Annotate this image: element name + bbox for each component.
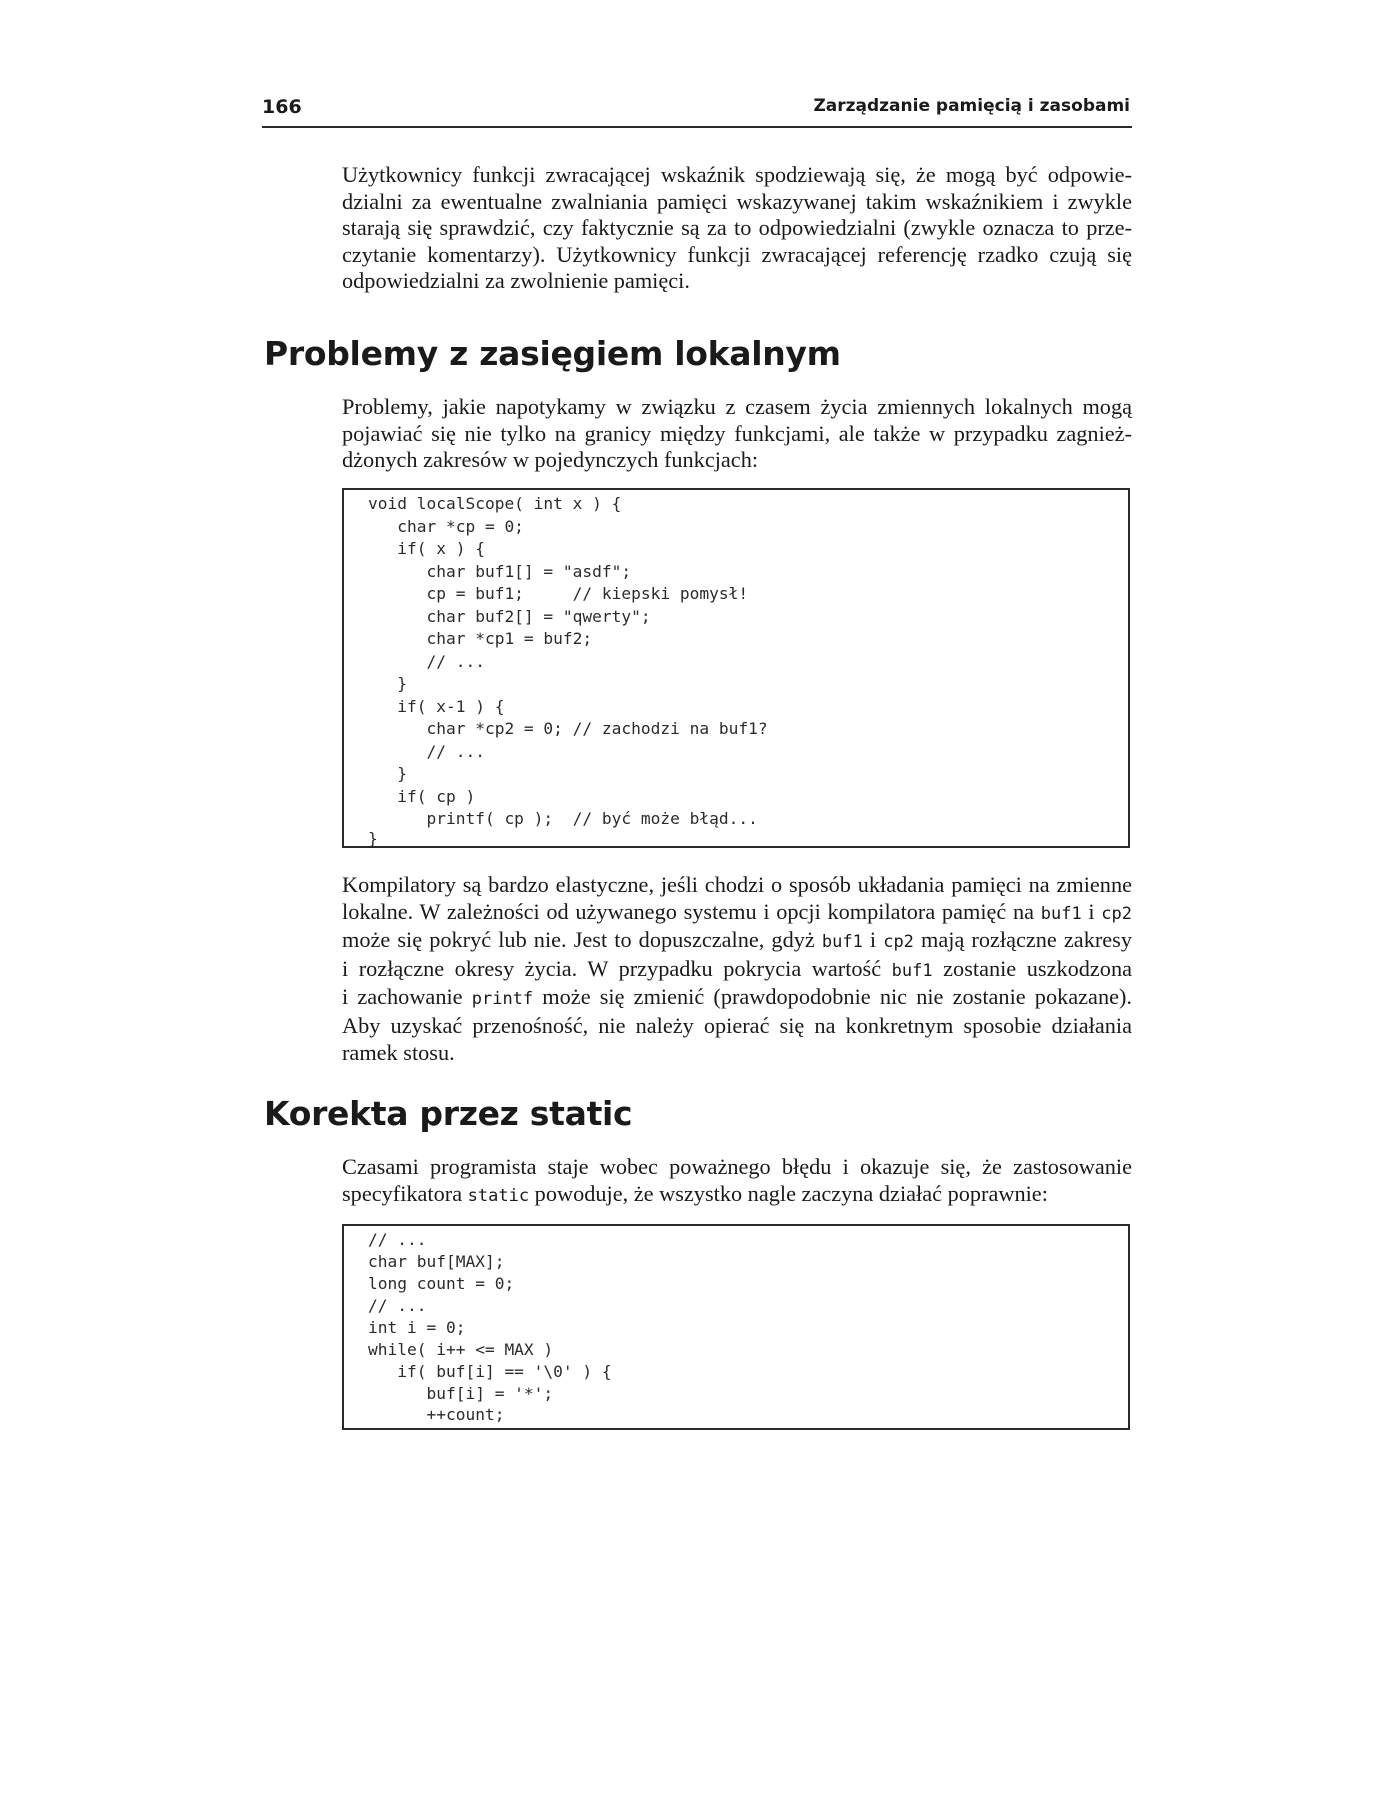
text-line: lokalne. W zależności od używanego systemu i opcji kompilatora pamięć na buf1 i cp2: [342, 898, 1132, 924]
text-line: starają się sprawdzić, czy faktycznie są za to odpowiedzialni (zwykle oznacza to prze-: [342, 215, 1132, 241]
code-line: int i = 0;: [368, 1318, 466, 1337]
text-line: Problemy, jakie napotykamy w związku z czasem życia zmiennych lokalnych mogą: [342, 394, 1132, 419]
code-line: cp = buf1; // kiepski pomysł!: [368, 584, 749, 603]
text-line: i rozłączne okresy życia. W przypadku pokrycia wartość buf1 zostanie uszkodzona: [342, 955, 1132, 981]
text-line: Aby uzyskać przenośność, nie należy opierać się na konkretnym sposobie działania: [342, 1012, 1132, 1038]
inline-code: static: [467, 1185, 530, 1206]
text-line: ramek stosu.: [342, 1039, 455, 1065]
compilers-paragraph: [342, 872, 1132, 1066]
code-line: while( i++ <= MAX ): [368, 1340, 554, 1359]
local-scope-paragraph: [342, 394, 1132, 474]
running-title: Zarządzanie pamięcią i zasobami: [813, 96, 1130, 116]
text-line: pojawiać się nie tylko na granicy między funkcjami, ale także w przypadku zagnież-: [342, 420, 1132, 446]
code-line: void localScope( int x ) {: [368, 494, 622, 513]
inline-code: buf1: [1040, 903, 1082, 924]
text-line: dżonych zakresów w pojedynczych funkcjach:: [342, 447, 759, 473]
code-line: char *cp1 = buf2;: [368, 629, 593, 648]
code-line: // ...: [368, 1296, 427, 1315]
inline-code: buf1: [891, 960, 933, 981]
code-line: char buf1[] = "asdf";: [368, 561, 632, 581]
code-line: long count = 0;: [368, 1274, 515, 1293]
section-heading-static: Korekta przez static: [264, 1094, 633, 1133]
intro-paragraph: [342, 162, 1132, 295]
text-line: odpowiedzialni za zwolnienie pamięci.: [342, 268, 690, 294]
text-line: dzialni za ewentualne zwalniania pamięci wskazywanej takim wskaźnikiem i zwykle: [342, 188, 1132, 214]
code-line: }: [368, 829, 378, 848]
code-line: if( x-1 ) {: [368, 696, 505, 716]
static-paragraph: [342, 1154, 1132, 1209]
code-line: if( x ) {: [368, 539, 485, 558]
code-line: }: [368, 674, 407, 693]
text-line: czytanie komentarzy). Użytkownicy funkcji zwracającej referencję rzadko czują się: [342, 241, 1132, 267]
text-line: może się pokryć lub nie. Jest to dopuszczalne, gdyż buf1 i cp2 mają rozłączne zakresy: [342, 927, 1133, 953]
code-line: char buf2[] = "qwerty";: [368, 606, 651, 626]
code-line: char buf[MAX];: [368, 1252, 505, 1271]
inline-code: printf: [471, 989, 534, 1010]
text-line: Kompilatory są bardzo elastyczne, jeśli chodzi o sposób układania pamięci na zmienne: [342, 872, 1132, 897]
code-line: }: [368, 764, 407, 783]
text-line: i zachowanie printf może się zmienić (prawdopodobnie nic nie zostanie pokazane).: [342, 984, 1132, 1010]
code-line: char *cp2 = 0; // zachodzi na buf1?: [368, 719, 768, 738]
text-line: Czasami programista staje wobec poważnego błędu i okazuje się, że zastosowanie: [342, 1154, 1132, 1179]
section-heading-local-scope: Problemy z zasięgiem lokalnym: [264, 334, 841, 373]
code-line: // ...: [368, 1230, 427, 1249]
inline-code: cp2: [883, 932, 914, 953]
code-line: ++count;: [368, 1405, 505, 1424]
page-number: 166: [262, 96, 302, 118]
code-line: char *cp = 0;: [368, 516, 524, 536]
code-listing-static: [342, 1224, 1130, 1430]
inline-code: cp2: [1101, 903, 1132, 924]
code-line: printf( cp ); // być może błąd...: [368, 809, 758, 828]
text-line: Użytkownicy funkcji zwracającej wskaźnik spodziewają się, że mogą być odpowie-: [342, 162, 1132, 187]
code-line: // ...: [368, 741, 485, 761]
text-line: specyfikatora static powoduje, że wszystko nagle zaczyna działać poprawnie:: [342, 1180, 1048, 1206]
code-line: buf[i] = '*';: [368, 1384, 554, 1403]
inline-code: buf1: [821, 932, 863, 953]
code-line: // ...: [368, 651, 485, 671]
code-line: if( cp ): [368, 786, 476, 806]
code-listing-local-scope: [342, 488, 1130, 848]
running-header: [262, 96, 1132, 128]
code-line: if( buf[i] == '\0' ) {: [368, 1362, 612, 1381]
